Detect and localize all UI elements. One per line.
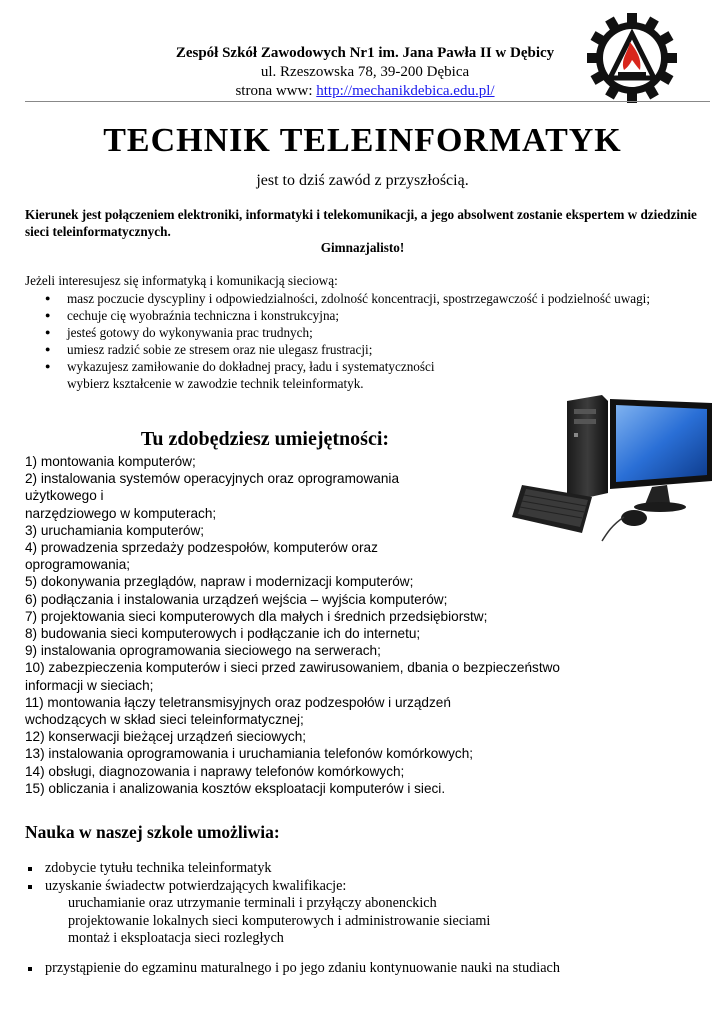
list-item: montaż i eksploatacja sieci rozległych <box>68 930 284 946</box>
skills-heading: Tu zdobędziesz umiejętności: <box>140 428 390 450</box>
list-item: ● jesteś gotowy do wykonywania prac trudnych; <box>45 324 685 341</box>
list-item: 15) obliczania i analizowania kosztów eksploatacji komputerów i sieci. <box>25 780 446 796</box>
list-item: 11) montowania łączy teletransmisyjnych oraz podzespołów i urządzeń <box>25 694 451 710</box>
list-item: przystąpienie do egzaminu maturalnego i po jego zdaniu kontynuowanie nauki na studiach <box>25 960 715 978</box>
intro-paragraph: Kierunek jest połączeniem elektroniki, informatyki i telekomunikacji, a jego absolwent zostanie ekspertem w dziedzinie sieci teleinformatycznych. <box>25 207 697 239</box>
list-item: 1) montowania komputerów; <box>25 454 196 469</box>
call-heading: Gimnazjalisto! <box>320 240 405 255</box>
nauka-list <box>25 860 715 895</box>
skills-list <box>25 453 625 797</box>
qualifications-sublist <box>25 895 490 948</box>
list-item: narzędziowego w komputerach; <box>25 505 217 521</box>
list-item: 3) uruchamiania komputerów; <box>25 522 205 538</box>
list-item: ● umiesz radzić sobie ze stresem oraz nie ulegasz frustracji; <box>45 341 685 358</box>
interest-intro: Jeżeli interesujesz się informatyką i komunikacją sieciową: <box>25 273 338 288</box>
list-item: ● wykazujesz zamiłowanie do dokładnej pracy, ładu i systematyczności wybierz kształcenie w zawodzie technik teleinformatyk. <box>45 358 685 392</box>
list-item: 4) prowadzenia sprzedaży podzespołów, komputerów oraz <box>25 540 378 556</box>
list-item: 10) zabezpieczenia komputerów i sieci przed zawirusowaniem, dbania o bezpieczeństwo <box>25 660 560 676</box>
list-item: 9) instalowania oprogramowania sieciowego na serwerach; <box>25 643 381 659</box>
website-label: strona www: <box>235 83 317 99</box>
school-website <box>150 82 580 100</box>
list-item: 5) dokonywania przeglądów, napraw i modernizacji komputerów; <box>25 574 414 590</box>
list-item: ● masz poczucie dyscypliny i odpowiedzialności, zdolność koncentracji, spostrzegawczość i podzielność uwagi; <box>45 290 685 307</box>
school-gear-logo-icon <box>586 12 678 104</box>
list-item: projektowanie lokalnych sieci komputerowych i administrowanie sieciami <box>68 912 491 929</box>
list-item: 14) obsługi, diagnozowania i naprawy telefonów komórkowych; <box>25 763 405 779</box>
list-item: ● cechuje cię wyobraźnia techniczna i konstrukcyjna; <box>45 307 685 324</box>
page-title: TECHNIK TELEINFORMATYK <box>103 122 622 159</box>
list-item: 2) instalowania systemów operacyjnych oraz oprogramowania <box>25 471 400 487</box>
list-item: uruchamianie oraz utrzymanie terminali i przyłączy abonenckich <box>68 895 437 911</box>
list-item: 13) instalowania oprogramowania i uruchamiania telefonów komórkowych; <box>25 746 474 762</box>
list-item: 8) budowania sieci komputerowych i podłączanie ich do internetu; <box>25 626 421 642</box>
school-name: Zespół Szkół Zawodowych Nr1 im. Jana Pawła II w Dębicy <box>175 45 555 61</box>
nauka-heading: Nauka w naszej szkole umożliwia: <box>25 822 280 842</box>
list-item: 12) konserwacji bieżącej urządzeń sieciowych; <box>25 729 307 745</box>
list-item: uzyskanie świadectw potwierdzających kwalifikacje: <box>25 878 715 896</box>
list-item: zdobycie tytułu technika teleinformatyk <box>25 860 715 878</box>
list-item: informacji w sieciach; <box>25 677 154 693</box>
nauka-list-2 <box>25 960 715 978</box>
list-item: użytkowego i <box>25 488 104 504</box>
page-subtitle: jest to dziś zawód z przyszłością. <box>256 172 469 189</box>
website-link[interactable]: http://mechanikdebica.edu.pl/ <box>316 83 495 99</box>
header-divider <box>25 101 710 102</box>
list-item: oprogramowania; <box>25 557 131 573</box>
school-address: ul. Rzeszowska 78, 39-200 Dębica <box>260 64 470 80</box>
traits-list <box>45 290 685 392</box>
list-item: 6) podłączania i instalowania urządzeń wejścia – wyjścia komputerów; <box>25 591 448 607</box>
list-item: 7) projektowania sieci komputerowych dla małych i średnich przedsiębiorstw; <box>25 608 488 624</box>
list-item: wchodzących w skład sieci teleinformatycznej; <box>25 712 304 728</box>
